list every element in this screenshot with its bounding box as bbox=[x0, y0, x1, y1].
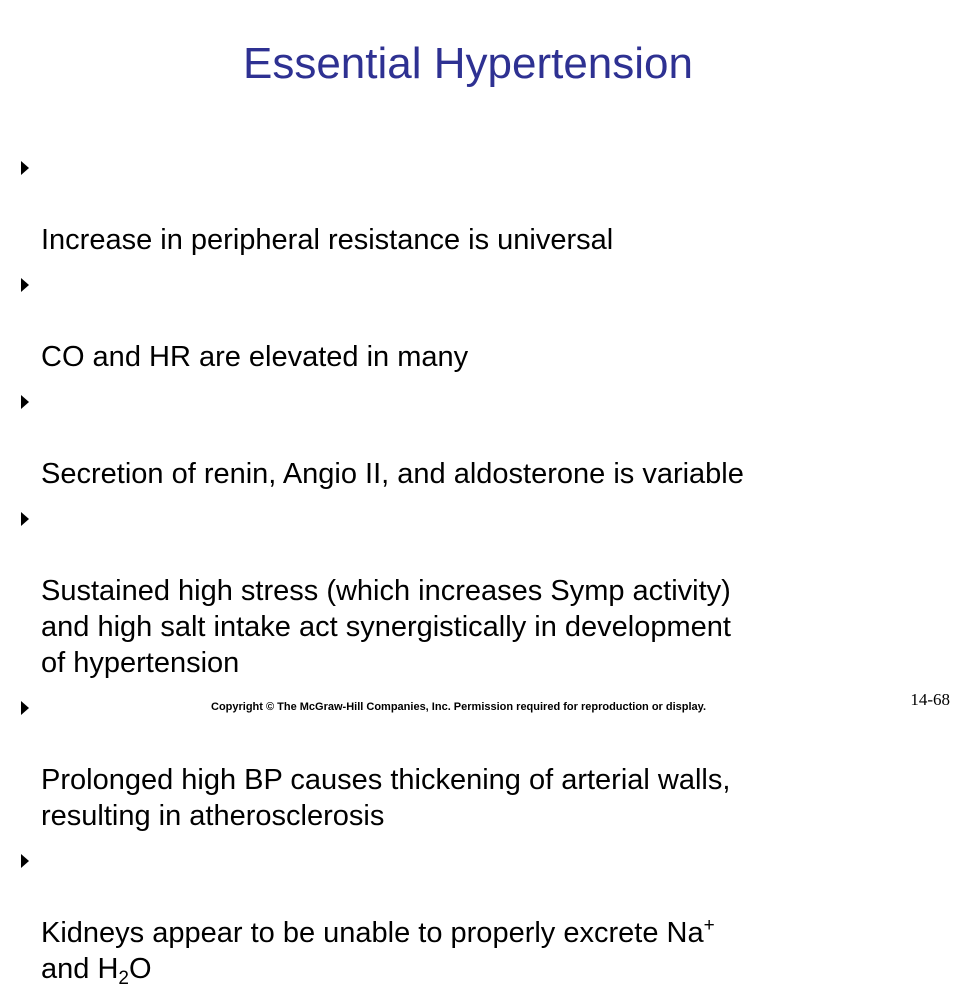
subscript-two: 2 bbox=[118, 968, 129, 989]
bullet-text: Prolonged high BP causes thickening of arterial walls, resulting in atherosclerosis bbox=[41, 764, 731, 832]
bullet-item bbox=[18, 150, 948, 258]
bullet-text bbox=[41, 915, 715, 989]
triangle-right-icon bbox=[21, 278, 29, 292]
bullet-item bbox=[18, 267, 948, 375]
triangle-right-icon bbox=[21, 854, 29, 868]
bullet-text: Sustained high stress (which increases Symp activity) and high salt intake act synergistically in development of hypertension bbox=[41, 575, 731, 679]
bullet-text-part: Kidneys appear to be unable to properly excrete Na bbox=[41, 917, 704, 949]
bullet-item bbox=[18, 501, 948, 681]
slide-title: Essential Hypertension bbox=[242, 39, 693, 88]
page-number: 14-68 bbox=[910, 690, 950, 709]
bullet-text: Increase in peripheral resistance is universal bbox=[41, 224, 614, 256]
bullet-list bbox=[18, 150, 948, 996]
bullet-text-part: O bbox=[128, 953, 152, 985]
triangle-right-icon bbox=[21, 395, 29, 409]
bullet-item bbox=[18, 384, 948, 492]
triangle-right-icon bbox=[21, 512, 29, 526]
triangle-right-icon bbox=[21, 701, 29, 715]
bullet-text: CO and HR are elevated in many bbox=[41, 341, 469, 373]
bullet-text-part: and H bbox=[41, 953, 119, 985]
bullet-text: Secretion of renin, Angio II, and aldosterone is variable bbox=[41, 458, 744, 490]
bullet-item bbox=[18, 843, 948, 987]
copyright-notice: Copyright © The McGraw-Hill Companies, Inc. Permission required for reproduction or display. bbox=[211, 701, 707, 713]
superscript-plus: + bbox=[703, 915, 715, 936]
triangle-right-icon bbox=[21, 161, 29, 175]
